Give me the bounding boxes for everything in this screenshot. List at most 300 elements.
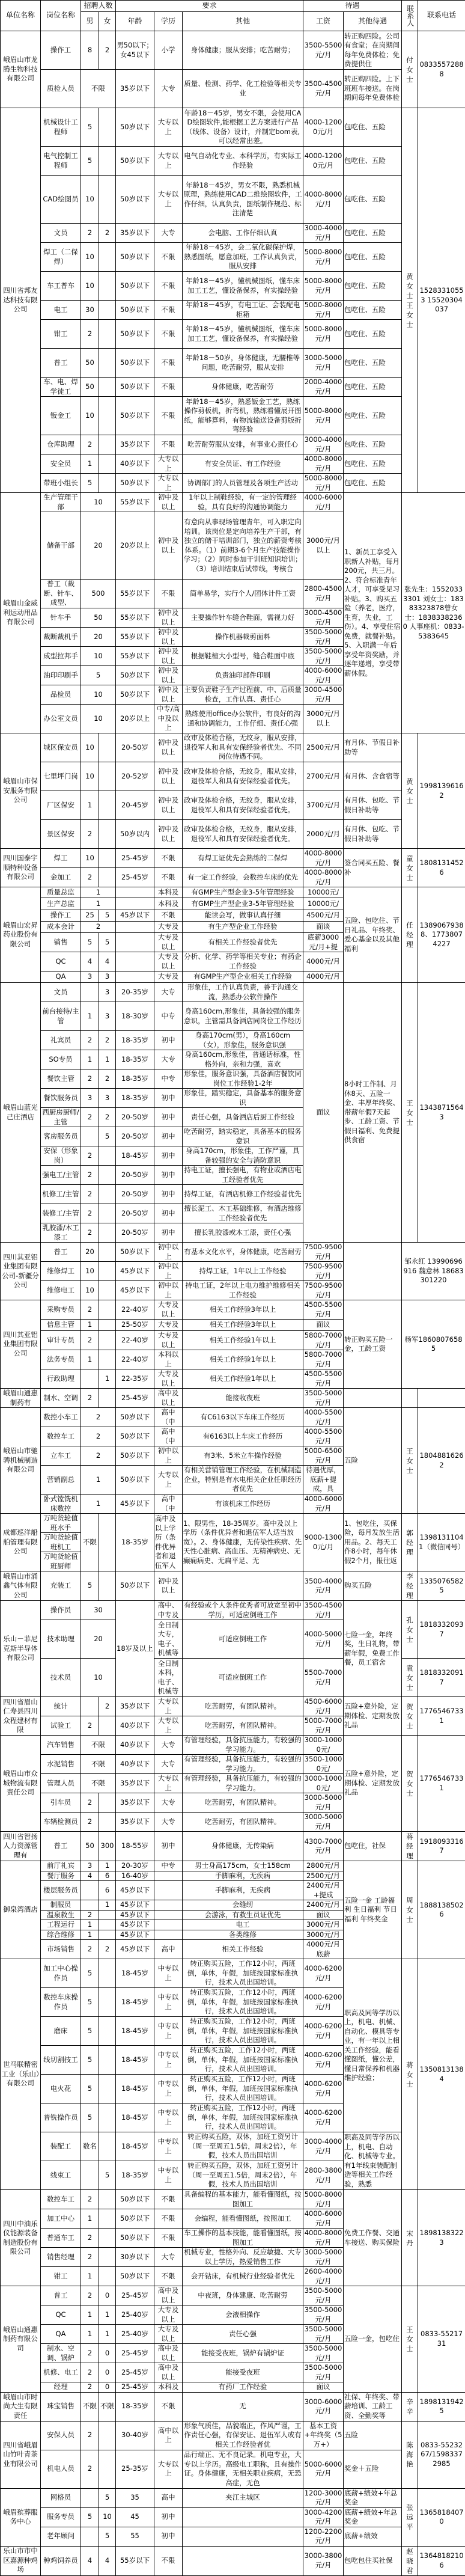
age-requirement: 55岁以下 <box>116 493 154 512</box>
other-benefits: 包吃住、五险 <box>344 301 402 320</box>
salary: 10000元/ <box>303 887 344 898</box>
headcount-female: 10 <box>99 2507 116 2527</box>
headcount-male <box>81 1127 99 1146</box>
headcount-male: 2 <box>81 1813 99 1832</box>
table-row <box>1 224 465 243</box>
education-requirement: 初中以上 <box>154 1281 183 1300</box>
education-requirement: 初中及以上 <box>154 647 183 666</box>
position-title: 针车手 <box>41 608 81 628</box>
other-requirement: 有焊工证优先会熟练的二保焊 <box>183 849 303 868</box>
headcount-male: 2 <box>81 1300 99 1320</box>
salary: 5000-8000元/月 <box>303 272 344 301</box>
position-title: 客房服务员 <box>41 1127 81 1146</box>
headcount-male: 50 <box>81 1832 99 1861</box>
table-row <box>1 2507 465 2527</box>
other-requirement: 相关工作经验1年以上 <box>183 1331 303 1350</box>
age-requirement: 50岁以下 <box>116 1466 154 1495</box>
headcount-total: 10 <box>81 493 116 512</box>
header-other: 其他 <box>183 12 303 31</box>
position-title: 制水、空调 <box>41 1389 81 1408</box>
contact-phone: 18881385026 <box>418 1861 465 1959</box>
age-requirement: 45岁以下 <box>116 1262 154 1281</box>
company-name: 峨眉山市保安服务有限公司 <box>1 733 41 849</box>
other-benefits: 五险 <box>344 1408 402 1514</box>
salary: 3000-5000元/月 <box>303 1793 344 1813</box>
headcount-total: 2 <box>81 1408 116 1427</box>
headcount-male: 50 <box>81 349 99 378</box>
age-requirement: 25-45岁 <box>116 1389 154 1408</box>
header-male: 男 <box>81 12 99 31</box>
salary: 4000-8000元/月 <box>303 2229 344 2248</box>
salary: 4000-6000元/月 <box>303 2209 344 2229</box>
salary: 5000-8000元/月 <box>303 2190 344 2209</box>
education-requirement: 大专 <box>154 983 183 1002</box>
position-title: 生产管理干部 <box>41 493 81 512</box>
headcount-total: 500 <box>81 580 116 608</box>
headcount-male: 1 <box>81 1050 99 1069</box>
education-requirement: 大专及以上 <box>154 2305 183 2325</box>
position-title: 网格员 <box>41 2488 81 2507</box>
headcount-female <box>99 454 116 474</box>
age-requirement: 20-50岁 <box>116 1166 154 1185</box>
salary: 7500-9500元/月 <box>303 1281 344 1300</box>
salary: 3000-4500元/月 <box>303 685 344 705</box>
other-requirement: 会缝纫 <box>183 1900 303 1911</box>
salary: 3000-4000元/月 <box>303 224 344 243</box>
education-requirement: 高中以上 <box>154 2421 183 2450</box>
header-other-benefits: 其他待遇 <box>344 12 402 31</box>
salary: 4000-5000元/月 <box>303 1620 344 1659</box>
position-title: 前厅礼宾 <box>41 1861 81 1871</box>
education-requirement: 本科及 <box>154 2382 183 2393</box>
headcount-female <box>99 2075 116 2103</box>
headcount-male: 2 <box>81 2421 99 2450</box>
other-requirement: 能接收夜班 <box>183 1389 303 1408</box>
education-requirement: 初中 <box>154 1089 183 1108</box>
headcount-female <box>99 1320 116 1331</box>
table-row <box>1 2450 465 2488</box>
other-requirement: 1、限男性，18-35周岁。高中及以上学历（条件优异者和退伍军人适当放宽）。2、身体健康，无传染性疾病、先天性心脏病、高血压、无精神病史、无癫痫病史、无扁平足、无 <box>183 1514 303 1571</box>
headcount-male: 2 <box>81 1793 99 1813</box>
headcount-male: 1 <box>81 1320 99 1331</box>
other-benefits: 购买五险 <box>344 1571 402 1601</box>
salary: 5000-6000元/月 <box>303 2450 344 2488</box>
position-title: 普工（裁断、针车、成型、 <box>41 580 81 608</box>
position-title: 技术助理 <box>41 1620 81 1659</box>
position-title: 普工 <box>41 1832 81 1861</box>
age-requirement: 45 <box>116 2507 154 2527</box>
table-row <box>1 2488 465 2507</box>
education-requirement: 大专 <box>154 1813 183 1832</box>
education-requirement: 初中及以上 <box>154 608 183 628</box>
position-title: 种鸡饲养员 <box>41 2546 81 2575</box>
education-requirement: 高中 <box>154 1940 183 1959</box>
headcount-total: 1 <box>81 1495 116 1514</box>
position-title: 安保人员 <box>41 2421 81 2450</box>
other-benefits: 包吃住、五险 <box>344 454 402 474</box>
position-title: 工程运行 <box>41 1920 81 1930</box>
salary: 3500-5000元/月 <box>303 2363 344 2382</box>
position-title: 餐厅服务 <box>41 1871 81 1881</box>
other-requirement: 转正购买五险，双休，加班工资另计（周一至周五1.5倍，周末2倍），年假，技术人员出国培训 <box>183 2161 303 2190</box>
other-requirement: 电气自动化专业、本科学历，有实际工作经验 <box>183 147 303 176</box>
headcount-female: 2 <box>99 1940 116 1959</box>
other-benefits: 包吃住、五险 <box>344 176 402 224</box>
position-title: 礼宾员 <box>41 1031 81 1050</box>
age-requirement: 50岁以下 <box>116 272 154 301</box>
salary: 3500-5000元/月 <box>303 2344 344 2363</box>
salary: 2400元/月 <box>303 1900 344 1911</box>
position-title: 餐饮服务员 <box>41 1089 81 1108</box>
other-requirement: 转正购买五险，工作12小时，两班倒，单休，年假，加班按国家标准执行，技术人员出国培训。 <box>183 2103 303 2132</box>
headcount-female <box>99 1959 116 1988</box>
age-requirement: 18-45岁 <box>116 2132 154 2161</box>
table-row <box>1 887 465 898</box>
table-row <box>1 435 465 454</box>
other-benefits: 8小时工作制、月休8天、五险一金、丰厚年终奖、带薪年假7天起步、工龄工资、节假日福利、免费提供食宿 <box>344 983 402 1243</box>
table-row <box>1 397 465 435</box>
position-title: 普工 <box>41 2286 81 2305</box>
other-benefits: 包吃住、五险 <box>344 378 402 397</box>
age-requirement: 50岁以下 <box>116 2190 154 2209</box>
age-requirement: 50岁以下 <box>116 1446 154 1466</box>
contact-person: 郭经理 <box>402 1514 418 1571</box>
headcount-female <box>99 1204 116 1223</box>
table-row <box>1 349 465 378</box>
header-position: 岗位名称 <box>41 1 81 31</box>
headcount-female <box>99 1920 116 1930</box>
other-benefits: 包吃住、五险 <box>344 108 402 147</box>
age-requirement: 男50以下；女45以下 <box>116 31 154 70</box>
salary: 4000-6000元/月 <box>303 1495 344 1514</box>
headcount-male: 10 <box>81 849 99 868</box>
company-name: 世马联精密工业（乐山）有限公司 <box>1 1959 41 2190</box>
other-requirement: 有药厂工作经验 <box>183 2382 303 2393</box>
education-requirement: 不限 <box>154 349 183 378</box>
headcount-total: 20 <box>81 1620 116 1659</box>
salary: 4000-8000元/月 <box>303 454 344 474</box>
salary: 面议 <box>303 1320 344 1331</box>
company-name: 峨眉山市时尚大生有限责任 <box>1 2392 41 2421</box>
headcount-female <box>99 349 116 378</box>
company-name: 峨眉殡葬服务中心 <box>1 2488 41 2546</box>
headcount-male <box>81 2488 99 2507</box>
table-row <box>1 320 465 349</box>
contact-phone: 13350765825 <box>418 1571 465 1601</box>
position-title: 七里坪门岗 <box>41 762 81 791</box>
age-requirement: 35岁以下 <box>116 1697 154 1716</box>
other-requirement: 政审及体检合格，无纹身，服从安排，退役军人和具有安保经验者优先。 <box>183 820 303 849</box>
age-requirement <box>116 971 154 983</box>
table-row <box>1 176 465 224</box>
position-title: 试验工 <box>41 1716 81 1736</box>
education-requirement: 高中（中 <box>154 1427 183 1446</box>
company-name: 四川省峨眉山竹叶青茶业有限公司 <box>1 2421 41 2488</box>
contact-phone: 13508131384 <box>418 1959 465 2190</box>
headcount-female <box>99 2267 116 2286</box>
headcount-female <box>99 2248 116 2267</box>
position-title: 操作员 <box>41 1601 81 1620</box>
position-title: 车辆检测员 <box>41 1813 81 1832</box>
headcount-male <box>81 2527 99 2546</box>
age-requirement <box>116 933 154 952</box>
age-requirement: 50岁以下 <box>116 666 154 685</box>
position-title: 线束工 <box>41 2161 81 2190</box>
other-requirement: 操作机器裁剪面料 <box>183 628 303 647</box>
education-requirement: 中专/高中及以上 <box>154 705 183 733</box>
other-requirement: 有基本文化水平，身体健康，吃苦耐劳 <box>183 1243 303 1262</box>
education-requirement: 大专以上 <box>154 2450 183 2488</box>
headcount-total: 5 <box>81 666 116 685</box>
position-title: 销售经理 <box>41 2248 81 2267</box>
table-row <box>1 1861 465 1871</box>
other-benefits: 包吃住、五险 <box>344 349 402 378</box>
age-requirement: 18-45岁 <box>116 1988 154 2017</box>
headcount-male: 2 <box>81 1389 99 1408</box>
headcount-total: 2 <box>81 1427 116 1446</box>
position-title: 服务专员 <box>41 2507 81 2527</box>
headcount-female <box>99 474 116 493</box>
other-requirement: 吃苦耐劳，有团队精神。 <box>183 1813 303 1832</box>
age-requirement: 40岁以下 <box>116 454 154 474</box>
position-title: 汽车销售 <box>41 1736 81 1755</box>
age-requirement: 50岁以下 <box>116 378 154 397</box>
age-requirement: 55岁以下 <box>116 647 154 666</box>
contact-phone: 13890679388、17738074227 <box>418 887 465 983</box>
other-requirement: 身体健康；服从安排；吃苦耐劳； <box>183 31 303 70</box>
position-title: 机电人员 <box>41 2450 81 2488</box>
other-requirement: 会液相操作 <box>183 2305 303 2325</box>
education-requirement: 大专以上 <box>154 1716 183 1736</box>
headcount-female <box>99 1262 116 1281</box>
headcount-female <box>99 320 116 349</box>
other-requirement: 责任心强 <box>183 2325 303 2344</box>
position-title: 数控车工 <box>41 2190 81 2209</box>
headcount-female: 2 <box>99 1069 116 1089</box>
other-requirement: 政审及体检合格，无纹身，服从安排，退役军人和具有安保经验者优先。 <box>183 762 303 791</box>
education-requirement: 不限 <box>154 435 183 454</box>
headcount-female: 2 <box>99 1108 116 1127</box>
headcount-total: 20 <box>81 628 116 647</box>
headcount-male: 3 <box>81 971 99 983</box>
age-requirement: 25-45岁 <box>116 868 154 887</box>
contact-info: 邹永红 13990696916 魏意林 18683301220 <box>402 1243 465 1300</box>
salary: 7500-9500元/月 <box>303 1262 344 1281</box>
education-requirement: 全日制大专，电子、机械等 <box>154 1620 183 1659</box>
headcount-male: 30 <box>81 301 99 320</box>
education-requirement: 本科及 <box>154 898 183 910</box>
education-requirement: 中专以上 <box>154 1988 183 2017</box>
education-requirement: 本科以上 <box>154 1350 183 1369</box>
other-requirement: 负责油印部件印刷 <box>183 666 303 685</box>
education-requirement: 高中（中 <box>154 1408 183 1427</box>
position-title: 行政助理 <box>41 1369 81 1389</box>
contact-phone: 13981311041（微信同号） <box>418 1514 465 1571</box>
education-requirement: 不限 <box>154 580 183 608</box>
headcount-male: 2 <box>81 1204 99 1223</box>
headcount-total: 10 <box>81 1659 116 1697</box>
position-title: 万吨货轮值班机工 <box>41 1533 81 1552</box>
salary: 3000元/月以上 <box>303 512 344 580</box>
headcount-male: 10 <box>81 272 99 301</box>
position-title: 景区保安 <box>41 820 81 849</box>
headcount-male: 2 <box>81 1146 99 1166</box>
age-requirement: 50岁以内 <box>116 820 154 849</box>
education-requirement: 小学 <box>154 31 183 70</box>
other-requirement: 男士身高175cm，女士158cm <box>183 1861 303 1871</box>
contact-person: 张远平 <box>402 2488 418 2546</box>
company-name: 四川其亚铝业集团有限公司-新疆分公司 <box>1 1243 41 1300</box>
salary: 4000-5500元/月 <box>303 1408 344 1427</box>
headcount-female <box>99 1243 116 1262</box>
salary: 3700元/月 <box>303 791 344 820</box>
education-requirement: 初中以上 <box>154 1243 183 1262</box>
contact-person: 任经理 <box>402 887 418 983</box>
position-title: 成型拉邦手 <box>41 647 81 666</box>
headcount-female <box>99 1930 116 1940</box>
headcount-female <box>99 2017 116 2046</box>
contact-person: 蒋女士 <box>402 1959 418 2190</box>
age-requirement: 45岁以下 <box>116 910 154 922</box>
other-requirement: 有管理经验，具备抗压能力，有较强的学习能力。 <box>183 1755 303 1774</box>
age-requirement: 18岁及以上 <box>116 1601 154 1697</box>
other-benefits: 包吃住、五险 <box>344 147 402 176</box>
age-requirement: 22-40岁 <box>116 1331 154 1350</box>
salary: 3500-4000元/月 <box>303 1571 344 1601</box>
contact-phone: 18183320937 <box>418 1601 465 1659</box>
education-requirement: 大专及 <box>154 922 183 933</box>
headcount-female: 1 <box>99 1900 116 1911</box>
contact-person: 周女士 <box>402 1861 418 1959</box>
headcount-male: 2 <box>81 2382 99 2393</box>
education-requirement: 初中 <box>154 1832 183 1861</box>
education-requirement: 初中以上 <box>154 1262 183 1281</box>
position-title: 品检员 <box>41 685 81 705</box>
education-requirement: 大专及以上 <box>154 1369 183 1389</box>
company-name: 乐山－菲尼克斯半导体有限公司 <box>1 1601 41 1697</box>
salary: 3000元/月 <box>303 1930 344 1940</box>
other-requirement: 各类维修 <box>183 1930 303 1940</box>
other-requirement: 会编程，能看懂图纸，按图加工 <box>183 2209 303 2229</box>
headcount-female <box>99 272 116 301</box>
age-requirement: 18-45岁 <box>116 2075 154 2103</box>
age-requirement: 18-35岁 <box>116 1514 154 1571</box>
education-requirement: 中专以上 <box>154 2132 183 2161</box>
headcount-total: 不限 <box>81 1774 116 1793</box>
position-title: 立车工 <box>41 1446 81 1466</box>
headcount-male <box>81 1881 99 1900</box>
headcount-female: 5 <box>99 933 116 952</box>
header-contact: 联系人 <box>402 1 418 31</box>
headcount-female: 2 <box>99 224 116 243</box>
salary: 5500-7000元/月 <box>303 1659 344 1697</box>
headcount-total: 20 <box>81 512 116 580</box>
headcount-male: 1 <box>81 791 99 820</box>
age-requirement: 18-30岁 <box>116 1002 154 1031</box>
age-requirement: 50岁以下 <box>116 243 154 272</box>
headcount-female: 4 <box>99 952 116 971</box>
salary: 5000-8000元/月 <box>303 320 344 349</box>
headcount-male: 5 <box>81 1959 99 1988</box>
salary: 4000-6200元/月 <box>303 2075 344 2103</box>
age-requirement: 20-50岁 <box>116 733 154 762</box>
education-requirement: 初中及以上 <box>154 512 183 580</box>
other-benefits: 有月休、含食宿等 <box>344 762 402 791</box>
education-requirement: 中专以上 <box>154 2017 183 2046</box>
salary: 4000-8000元/月 <box>303 849 344 868</box>
position-title: 强电工/主管 <box>41 1166 81 1185</box>
other-benefits: 奖金＋五险 <box>344 2450 402 2488</box>
age-requirement: 45岁以下 <box>116 1910 154 1920</box>
other-benefits: 包吃包住买社保 <box>344 2546 402 2575</box>
position-title: 采购专员 <box>41 1300 81 1320</box>
salary: 5000-8000元/月 <box>303 397 344 435</box>
age-requirement: 50岁以下 <box>116 685 154 705</box>
other-requirement: 吃苦耐劳，有团队精神。 <box>183 1697 303 1716</box>
headcount-male: 不限 <box>81 1514 99 1571</box>
headcount-female: 300 <box>99 1832 116 1861</box>
headcount-male: 5 <box>81 1571 99 1601</box>
age-requirement: 35岁以下 <box>116 70 154 108</box>
other-requirement: 形象佳，踏实稳定，具备基本的服务意识 <box>183 1089 303 1108</box>
other-requirement: 有6163以上车床工作经历 <box>183 1427 303 1446</box>
other-requirement <box>183 2527 303 2546</box>
contact-person: 黄女士 <box>402 733 418 849</box>
position-title: 操作工 <box>41 910 81 922</box>
headcount-male: 1 <box>81 1002 99 1031</box>
headcount-female: 0 <box>99 2286 116 2305</box>
headcount-female <box>99 1146 116 1166</box>
other-benefits: 有月休、包吃、节假日补助等 <box>344 820 402 849</box>
position-title: 信息主管 <box>41 1320 81 1331</box>
table-row <box>1 2527 465 2546</box>
position-title: 法务专员 <box>41 1350 81 1369</box>
headcount-female <box>99 2229 116 2248</box>
contact-person: 宋丹 <box>402 2190 418 2286</box>
other-requirement: 相关工作经验 <box>183 1940 303 1959</box>
contact-info: 张先生：15520333301 刘女士：18383323878曾女士：18383382360 人事座机：0833-5383645 <box>402 493 465 733</box>
other-requirement: 政审及体检合格，无纹身，服从安排，退役军人和具有安保经验者优先。 <box>183 791 303 820</box>
age-requirement: 35岁以下 <box>116 1813 154 1832</box>
headcount-female: 5 <box>99 2527 116 2546</box>
education-requirement <box>154 1881 183 1900</box>
position-title: 加工中心操作员 <box>41 1959 81 1988</box>
other-requirement: 转正购买五险，工作12小时，两班倒，单休，年假，加班按国家标准执行，技术人员出国培训。 <box>183 2017 303 2046</box>
contact-phone <box>418 1389 465 1408</box>
position-title: 乳胶漆/木工漆工 <box>41 1223 81 1243</box>
salary: 4500-5500元/月 <box>303 1369 344 1389</box>
other-requirement: 身体健康，吃苦耐劳 <box>183 378 303 397</box>
headcount-female <box>99 2046 116 2075</box>
education-requirement: 本科及 <box>154 887 183 898</box>
headcount-female <box>99 1571 116 1601</box>
salary: 待遇优厚，底薪+提成，具 <box>303 1466 344 1495</box>
other-requirement: 相关工作经验3年以上 <box>183 1320 303 1331</box>
headcount-female <box>99 378 116 397</box>
education-requirement: 大专及以上 <box>154 952 183 971</box>
education-requirement: 初中及以上 <box>154 762 183 791</box>
education-requirement: 不限 <box>154 243 183 272</box>
position-title: 电气控制工程师 <box>41 147 81 176</box>
salary: 3000-3800元/月 <box>303 2546 344 2575</box>
education-requirement: 大专 <box>154 1736 183 1755</box>
headcount-male: 3 <box>81 1089 99 1108</box>
table-row <box>1 1408 465 1427</box>
position-title: 机修、电工 <box>41 2363 81 2382</box>
headcount-female <box>99 1716 116 1736</box>
headcount-male: 2 <box>81 1223 99 1243</box>
headcount-female: 0 <box>99 2382 116 2393</box>
